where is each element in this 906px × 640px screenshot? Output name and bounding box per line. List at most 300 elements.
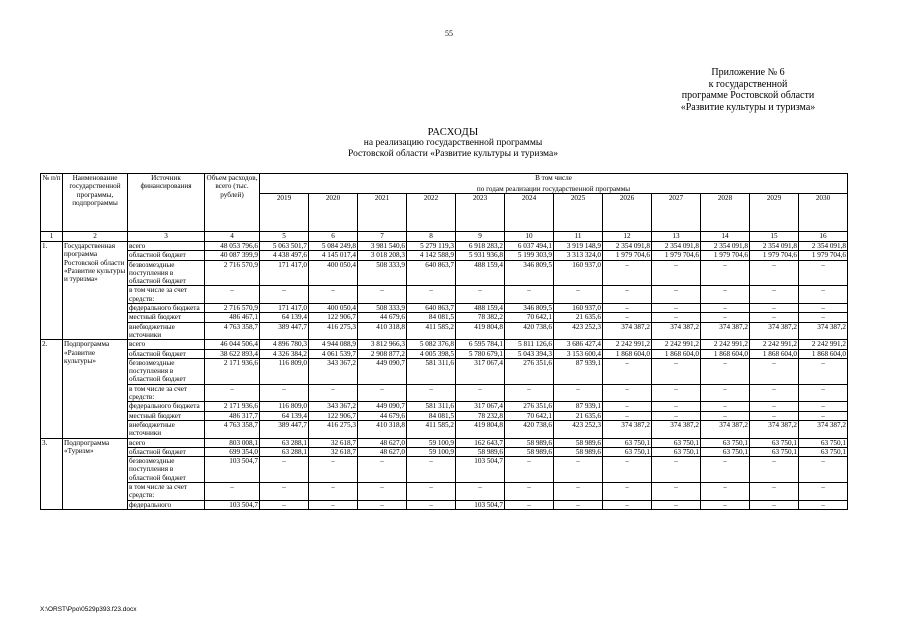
column-index: 16 xyxy=(799,232,848,242)
year-value: – xyxy=(603,313,652,322)
year-value: 400 050,4 xyxy=(309,260,358,286)
year-value: – xyxy=(701,402,750,411)
appendix-line: программе Ростовской области xyxy=(681,90,815,101)
year-value: 32 618,7 xyxy=(309,447,358,456)
year-value: – xyxy=(505,500,554,509)
year-value: 63 750,1 xyxy=(750,447,799,456)
year-value: 5 199 303,9 xyxy=(505,251,554,260)
year-value: – xyxy=(603,483,652,501)
year-value: 32 618,7 xyxy=(309,438,358,447)
funding-source: безвозмездные поступления в областной бюджет xyxy=(128,260,205,286)
year-value: 63 750,1 xyxy=(799,438,848,447)
total-value: 48 053 796,6 xyxy=(205,242,260,251)
table-row xyxy=(41,411,848,420)
year-value: – xyxy=(652,304,701,313)
year-value: 374 387,2 xyxy=(701,322,750,340)
year-value: 346 809,5 xyxy=(505,260,554,286)
year-value: – xyxy=(260,384,309,402)
year-value: 63 288,1 xyxy=(260,447,309,456)
year-value: – xyxy=(701,313,750,322)
header-year: 2024 xyxy=(505,194,554,232)
funding-source: безвозмездные поступления в областной бюджет xyxy=(128,358,205,384)
funding-source: внебюджетные источники xyxy=(128,420,205,438)
year-value: – xyxy=(603,411,652,420)
year-value: – xyxy=(799,483,848,501)
year-value: – xyxy=(701,260,750,286)
year-value: 6 037 494,1 xyxy=(505,242,554,251)
table-row xyxy=(41,384,848,402)
funding-source: в том числе за счет средств: xyxy=(128,286,205,304)
year-value: 1 868 604,0 xyxy=(750,349,799,358)
year-value: 374 387,2 xyxy=(603,420,652,438)
year-value: 1 979 704,6 xyxy=(750,251,799,260)
total-value: 103 504,7 xyxy=(205,457,260,483)
header-name: Наименование государственной программы, подпрограммы xyxy=(63,174,128,232)
year-value: 374 387,2 xyxy=(701,420,750,438)
year-value: – xyxy=(260,286,309,304)
year-value: – xyxy=(701,358,750,384)
column-index: 15 xyxy=(750,232,799,242)
year-value: 1 979 704,6 xyxy=(799,251,848,260)
table-row xyxy=(41,340,848,349)
year-value: 44 679,6 xyxy=(358,313,407,322)
year-value: – xyxy=(554,500,603,509)
year-value: 171 417,0 xyxy=(260,260,309,286)
year-value: – xyxy=(701,304,750,313)
table-body xyxy=(41,242,848,510)
appendix-line: Приложение № 6 xyxy=(711,67,785,78)
year-value: – xyxy=(750,402,799,411)
year-value: – xyxy=(260,500,309,509)
year-value: 420 738,6 xyxy=(505,420,554,438)
year-value: 64 139,4 xyxy=(260,411,309,420)
year-value: 1 868 604,0 xyxy=(701,349,750,358)
year-value: 103 504,7 xyxy=(456,457,505,483)
header-by-years: по годам реализации государственной программы xyxy=(260,185,848,194)
year-value: 346 809,5 xyxy=(505,304,554,313)
funding-source: местный бюджет xyxy=(128,411,205,420)
year-value: 2 242 991,2 xyxy=(701,340,750,349)
year-value: 63 750,1 xyxy=(701,438,750,447)
year-value: 640 863,7 xyxy=(407,260,456,286)
year-value: – xyxy=(652,411,701,420)
column-index: 10 xyxy=(505,232,554,242)
year-value: 3 981 540,6 xyxy=(358,242,407,251)
table-row xyxy=(41,500,848,509)
year-value: 2 354 091,8 xyxy=(750,242,799,251)
year-value: – xyxy=(554,457,603,483)
funding-source: областной бюджет xyxy=(128,447,205,456)
year-value: 4 944 088,9 xyxy=(309,340,358,349)
year-value: 48 627,0 xyxy=(358,438,407,447)
year-value: – xyxy=(701,384,750,402)
year-value: – xyxy=(652,358,701,384)
year-value: – xyxy=(554,286,603,304)
year-value: 5 931 936,8 xyxy=(456,251,505,260)
year-value: – xyxy=(309,286,358,304)
year-value: 84 081,5 xyxy=(407,411,456,420)
total-value: 4 763 358,7 xyxy=(205,420,260,438)
year-value: 84 081,5 xyxy=(407,313,456,322)
year-value: 410 318,8 xyxy=(358,322,407,340)
year-value: 116 809,0 xyxy=(260,402,309,411)
year-value: 374 387,2 xyxy=(750,322,799,340)
year-value: – xyxy=(309,384,358,402)
table-row xyxy=(41,438,848,447)
column-index: 7 xyxy=(358,232,407,242)
year-value: 581 311,6 xyxy=(407,402,456,411)
program-name: Государственная программа Ростовской области «Развитие культуры и туризма» xyxy=(63,242,128,340)
year-value: 116 809,0 xyxy=(260,358,309,384)
year-value: – xyxy=(505,483,554,501)
header-year: 2019 xyxy=(260,194,309,232)
year-value: – xyxy=(750,304,799,313)
year-value: 59 100,9 xyxy=(407,447,456,456)
year-value: – xyxy=(603,500,652,509)
year-value: 411 585,2 xyxy=(407,322,456,340)
year-value: 162 643,7 xyxy=(456,438,505,447)
year-value: 5 084 249,8 xyxy=(309,242,358,251)
year-value: – xyxy=(603,457,652,483)
year-value: 21 635,6 xyxy=(554,313,603,322)
year-value: – xyxy=(358,500,407,509)
document-subtitle: на реализацию государственной программы xyxy=(363,138,543,148)
year-value: 449 090,7 xyxy=(358,402,407,411)
column-index: 13 xyxy=(652,232,701,242)
year-value: 78 382,2 xyxy=(456,313,505,322)
year-value: 374 387,2 xyxy=(652,420,701,438)
total-value: 803 008,1 xyxy=(205,438,260,447)
year-value: – xyxy=(358,286,407,304)
expenses-table xyxy=(40,173,848,510)
year-value: 58 989,6 xyxy=(554,447,603,456)
total-value: 46 044 506,4 xyxy=(205,340,260,349)
year-value: – xyxy=(701,411,750,420)
year-value: 63 750,1 xyxy=(603,447,652,456)
table-row xyxy=(41,304,848,313)
table-row xyxy=(41,447,848,456)
header-year: 2020 xyxy=(309,194,358,232)
funding-source: федерального бюджета xyxy=(128,402,205,411)
year-value: – xyxy=(407,483,456,501)
header-num: № п/п xyxy=(41,174,63,232)
total-value: 4 763 358,7 xyxy=(205,322,260,340)
column-index: 9 xyxy=(456,232,505,242)
appendix-line: «Развитие культуры и туризма» xyxy=(680,101,816,113)
year-value: 1 979 704,6 xyxy=(701,251,750,260)
document-heading xyxy=(0,127,906,160)
table-row xyxy=(41,349,848,358)
total-value: 486 467,1 xyxy=(205,313,260,322)
year-value: 6 918 283,2 xyxy=(456,242,505,251)
row-number: 3. xyxy=(41,438,63,509)
total-value: 2 716 570,9 xyxy=(205,304,260,313)
year-value: – xyxy=(652,384,701,402)
year-value: 419 804,8 xyxy=(456,322,505,340)
year-value: – xyxy=(750,384,799,402)
header-year: 2022 xyxy=(407,194,456,232)
year-value: 44 679,6 xyxy=(358,411,407,420)
header-year: 2023 xyxy=(456,194,505,232)
year-value: – xyxy=(603,304,652,313)
year-value: 640 863,7 xyxy=(407,304,456,313)
page-number: 55 xyxy=(445,29,453,38)
total-value: – xyxy=(205,384,260,402)
year-value: 5 780 679,1 xyxy=(456,349,505,358)
year-value: 1 868 604,0 xyxy=(652,349,701,358)
column-index: 6 xyxy=(309,232,358,242)
year-value: 389 447,7 xyxy=(260,322,309,340)
column-index: 8 xyxy=(407,232,456,242)
year-value: 160 937,0 xyxy=(554,304,603,313)
header-year: 2030 xyxy=(799,194,848,232)
year-value: – xyxy=(456,483,505,501)
year-value: 276 351,6 xyxy=(505,402,554,411)
year-value: 5 082 376,8 xyxy=(407,340,456,349)
year-value: – xyxy=(799,358,848,384)
year-value: 508 333,9 xyxy=(358,304,407,313)
year-value: 488 159,4 xyxy=(456,260,505,286)
year-value: 78 232,8 xyxy=(456,411,505,420)
table-row xyxy=(41,420,848,438)
year-value: 389 447,7 xyxy=(260,420,309,438)
year-value: 1 979 704,6 xyxy=(603,251,652,260)
table-header xyxy=(41,174,848,242)
year-value: 5 811 126,6 xyxy=(505,340,554,349)
year-value: 3 686 427,4 xyxy=(554,340,603,349)
year-value: – xyxy=(407,384,456,402)
year-value: 2 354 091,8 xyxy=(799,242,848,251)
year-value: 374 387,2 xyxy=(799,420,848,438)
year-value: 2 908 877,2 xyxy=(358,349,407,358)
row-number: 2. xyxy=(41,340,63,438)
year-value: 58 989,6 xyxy=(505,438,554,447)
year-value: 63 750,1 xyxy=(799,447,848,456)
year-value: 87 939,1 xyxy=(554,358,603,384)
total-value: 486 317,7 xyxy=(205,411,260,420)
header-source: Источник финансирования xyxy=(128,174,205,232)
funding-source: федерального xyxy=(128,500,205,509)
year-value: – xyxy=(701,286,750,304)
header-including: В том числе xyxy=(260,174,848,185)
table-row xyxy=(41,402,848,411)
total-value: 2 171 936,6 xyxy=(205,402,260,411)
year-value: 63 750,1 xyxy=(652,447,701,456)
year-value: – xyxy=(652,402,701,411)
year-value: 63 750,1 xyxy=(652,438,701,447)
column-index: 3 xyxy=(128,232,205,242)
year-value: 6 595 784,1 xyxy=(456,340,505,349)
header-year: 2028 xyxy=(701,194,750,232)
table-row xyxy=(41,286,848,304)
year-value: – xyxy=(750,358,799,384)
year-value: 70 642,1 xyxy=(505,313,554,322)
year-value: 4 326 384,2 xyxy=(260,349,309,358)
year-value: 5 279 119,3 xyxy=(407,242,456,251)
year-value: 2 354 091,8 xyxy=(603,242,652,251)
year-value: 416 275,3 xyxy=(309,322,358,340)
year-value: – xyxy=(750,483,799,501)
year-value: 4 896 780,3 xyxy=(260,340,309,349)
file-path-footer: X:\ORST\Ppo\0529p393.f23.docx xyxy=(40,606,137,613)
table-row xyxy=(41,457,848,483)
year-value: – xyxy=(603,358,652,384)
year-value: 3 153 600,4 xyxy=(554,349,603,358)
funding-source: в том числе за счет средств: xyxy=(128,384,205,402)
year-value: 3 919 148,9 xyxy=(554,242,603,251)
program-name: Подпрограмма «Туризм» xyxy=(63,438,128,509)
year-value: 58 989,6 xyxy=(456,447,505,456)
header-total: Объем расходов, всего (тыс. рублей) xyxy=(205,174,260,232)
year-value: 70 642,1 xyxy=(505,411,554,420)
year-value: – xyxy=(750,313,799,322)
total-value: – xyxy=(205,286,260,304)
year-value: – xyxy=(309,500,358,509)
year-value: – xyxy=(358,483,407,501)
year-value: – xyxy=(652,457,701,483)
year-value: – xyxy=(407,500,456,509)
year-value: – xyxy=(505,286,554,304)
year-value: 4 145 017,4 xyxy=(309,251,358,260)
column-index: 5 xyxy=(260,232,309,242)
year-value: – xyxy=(603,384,652,402)
funding-source: федерального бюджета xyxy=(128,304,205,313)
total-value: 2 716 570,9 xyxy=(205,260,260,286)
year-value: 63 750,1 xyxy=(750,438,799,447)
year-value: 48 627,0 xyxy=(358,447,407,456)
column-index: 4 xyxy=(205,232,260,242)
column-index: 11 xyxy=(554,232,603,242)
year-value: – xyxy=(652,260,701,286)
year-value: 1 868 604,0 xyxy=(799,349,848,358)
year-value: 411 585,2 xyxy=(407,420,456,438)
year-value: 420 738,6 xyxy=(505,322,554,340)
year-value: 374 387,2 xyxy=(750,420,799,438)
year-value: – xyxy=(799,304,848,313)
year-value: – xyxy=(652,500,701,509)
year-value: 2 242 991,2 xyxy=(652,340,701,349)
year-value: – xyxy=(407,286,456,304)
year-value: – xyxy=(554,483,603,501)
year-value: 317 067,4 xyxy=(456,402,505,411)
year-value: 1 979 704,6 xyxy=(652,251,701,260)
year-value: – xyxy=(799,260,848,286)
year-value: 21 635,6 xyxy=(554,411,603,420)
year-value: – xyxy=(456,384,505,402)
year-value: 64 139,4 xyxy=(260,313,309,322)
year-value: – xyxy=(750,286,799,304)
year-value: – xyxy=(554,384,603,402)
header-year: 2021 xyxy=(358,194,407,232)
year-value: 410 318,8 xyxy=(358,420,407,438)
total-value: 103 504,7 xyxy=(205,500,260,509)
total-value: – xyxy=(205,483,260,501)
year-value: – xyxy=(750,411,799,420)
year-value: 449 090,7 xyxy=(358,358,407,384)
year-value: 87 939,1 xyxy=(554,402,603,411)
header-year: 2027 xyxy=(652,194,701,232)
year-value: – xyxy=(505,457,554,483)
year-value: 4 061 539,7 xyxy=(309,349,358,358)
year-value: – xyxy=(260,483,309,501)
year-value: 4 005 398,5 xyxy=(407,349,456,358)
year-value: 400 050,4 xyxy=(309,304,358,313)
year-value: 63 750,1 xyxy=(603,438,652,447)
funding-source: безвозмездные поступления в областной бюджет xyxy=(128,457,205,483)
year-value: 423 252,3 xyxy=(554,420,603,438)
program-name: Подпрограмма «Развитие культуры» xyxy=(63,340,128,438)
year-value: 508 333,9 xyxy=(358,260,407,286)
year-value: – xyxy=(799,384,848,402)
year-value: – xyxy=(652,286,701,304)
year-value: – xyxy=(799,286,848,304)
total-value: 2 171 936,6 xyxy=(205,358,260,384)
year-value: – xyxy=(701,500,750,509)
table-row xyxy=(41,358,848,384)
funding-source: областной бюджет xyxy=(128,251,205,260)
header-year: 2029 xyxy=(750,194,799,232)
year-value: – xyxy=(799,313,848,322)
table-row xyxy=(41,242,848,251)
year-value: 103 504,7 xyxy=(456,500,505,509)
funding-source: всего xyxy=(128,438,205,447)
funding-source: областной бюджет xyxy=(128,349,205,358)
appendix-note xyxy=(648,67,848,113)
year-value: 3 313 324,0 xyxy=(554,251,603,260)
year-value: – xyxy=(407,457,456,483)
table-row xyxy=(41,260,848,286)
year-value: 2 242 991,2 xyxy=(750,340,799,349)
column-index: 2 xyxy=(63,232,128,242)
document-subtitle: Ростовской области «Развитие культуры и туризма» xyxy=(348,149,558,159)
year-value: 1 868 604,0 xyxy=(603,349,652,358)
total-value: 40 087 399,9 xyxy=(205,251,260,260)
year-value: 317 067,4 xyxy=(456,358,505,384)
row-number: 1. xyxy=(41,242,63,340)
year-value: 58 989,6 xyxy=(554,438,603,447)
appendix-line: к государственной xyxy=(708,78,788,90)
year-value: – xyxy=(456,286,505,304)
year-value: – xyxy=(750,260,799,286)
year-value: – xyxy=(799,457,848,483)
year-value: 2 354 091,8 xyxy=(701,242,750,251)
year-value: – xyxy=(358,384,407,402)
column-index: 12 xyxy=(603,232,652,242)
year-value: 5 063 501,7 xyxy=(260,242,309,251)
year-value: 2 354 091,8 xyxy=(652,242,701,251)
total-value: 38 622 893,4 xyxy=(205,349,260,358)
funding-source: всего xyxy=(128,340,205,349)
year-value: 160 937,0 xyxy=(554,260,603,286)
total-value: 699 354,0 xyxy=(205,447,260,456)
year-value: 2 242 991,2 xyxy=(603,340,652,349)
year-value: 374 387,2 xyxy=(603,322,652,340)
year-value: – xyxy=(603,286,652,304)
year-value: 423 252,3 xyxy=(554,322,603,340)
funding-source: внебюджетные источники xyxy=(128,322,205,340)
year-value: 4 438 497,6 xyxy=(260,251,309,260)
year-value: – xyxy=(799,402,848,411)
year-value: 122 906,7 xyxy=(309,313,358,322)
year-value: 3 812 966,3 xyxy=(358,340,407,349)
year-value: 374 387,2 xyxy=(799,322,848,340)
year-value: 581 311,6 xyxy=(407,358,456,384)
document-title: РАСХОДЫ xyxy=(427,127,479,138)
year-value: – xyxy=(799,500,848,509)
column-index: 14 xyxy=(701,232,750,242)
year-value: – xyxy=(750,500,799,509)
year-value: 58 989,6 xyxy=(505,447,554,456)
